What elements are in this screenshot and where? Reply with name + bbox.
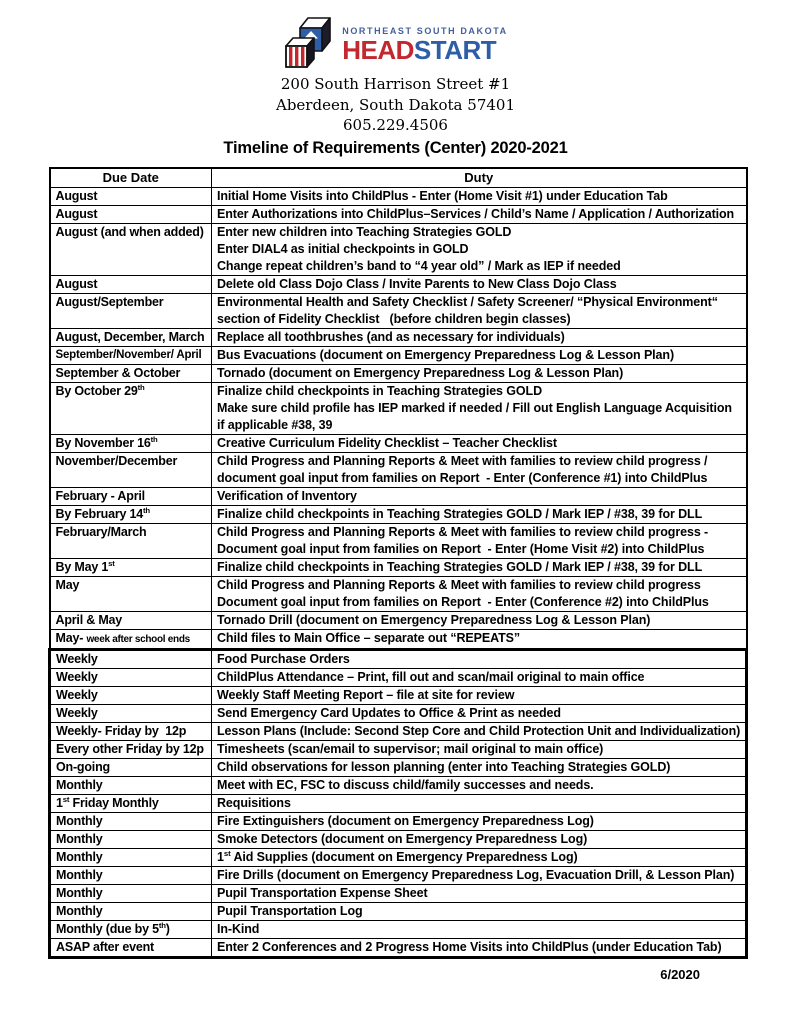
due-date-cell: By February 14th: [50, 505, 212, 523]
recurring-rows-section: [50, 649, 747, 957]
headstart-wordmark: [342, 34, 508, 65]
phone-number: 605.229.4506: [343, 116, 448, 134]
table-row: [50, 902, 747, 920]
table-row: [50, 740, 747, 758]
due-date-cell: Monthly: [50, 830, 212, 848]
due-date-cell: By November 16th: [50, 434, 212, 452]
due-date-cell: August: [50, 275, 212, 293]
table-row: [50, 668, 747, 686]
due-date-cell: Weekly: [50, 686, 212, 704]
due-date-cell: November/December: [50, 452, 212, 487]
duty-cell: Finalize child checkpoints in Teaching Strategies GOLD / Mark IEP / #38, 39 for DLL: [212, 558, 747, 576]
due-date-cell: August/September: [50, 293, 212, 328]
duty-cell: Enter Authorizations into ChildPlus–Services / Child’s Name / Application / Authorization: [212, 205, 747, 223]
due-date-cell: Monthly: [50, 812, 212, 830]
due-date-cell: September/November/ April: [50, 346, 212, 364]
duty-cell: Lesson Plans (Include: Second Step Core and Child Protection Unit and Individualization): [212, 722, 747, 740]
due-date-cell: ASAP after event: [50, 938, 212, 957]
table-row: [50, 187, 747, 205]
duty-cell: Tornado (document on Emergency Preparedness Log & Lesson Plan): [212, 364, 747, 382]
table-header-row: [50, 168, 747, 188]
due-date-cell: September & October: [50, 364, 212, 382]
table-row: [50, 382, 747, 434]
page-header: [0, 0, 791, 158]
logo-text: [342, 22, 508, 63]
due-date-cell: Monthly: [50, 848, 212, 866]
table-row: [50, 364, 747, 382]
duty-cell: Finalize child checkpoints in Teaching Strategies GOLD / Mark IEP / #38, 39 for DLL: [212, 505, 747, 523]
duty-cell: Meet with EC, FSC to discuss child/family successes and needs.: [212, 776, 747, 794]
blocks-icon: [283, 13, 335, 71]
duty-cell: Timesheets (scan/email to supervisor; mail original to main office): [212, 740, 747, 758]
duty-cell: Initial Home Visits into ChildPlus - Enter (Home Visit #1) under Education Tab: [212, 187, 747, 205]
due-date-cell: Weekly- Friday by 12p: [50, 722, 212, 740]
duty-cell: Verification of Inventory: [212, 487, 747, 505]
due-date-cell: Monthly: [50, 902, 212, 920]
duty-cell: Fire Drills (document on Emergency Preparedness Log, Evacuation Drill, & Lesson Plan): [212, 866, 747, 884]
due-date-cell: By May 1st: [50, 558, 212, 576]
duty-cell: Child observations for lesson planning (enter into Teaching Strategies GOLD): [212, 758, 747, 776]
schedule-rows-section: [50, 187, 747, 649]
duty-cell: Enter new children into Teaching Strategies GOLD Enter DIAL4 as initial checkpoints in GOLD Change repeat children’s band to “4 year old” / Mark as IEP if needed: [212, 223, 747, 275]
due-date-cell: August (and when added): [50, 223, 212, 275]
due-date-cell: February/March: [50, 523, 212, 558]
table-row: [50, 452, 747, 487]
table-row: [50, 920, 747, 938]
due-date-cell: Every other Friday by 12p: [50, 740, 212, 758]
table-row: [50, 293, 747, 328]
duty-cell: Pupil Transportation Log: [212, 902, 747, 920]
duty-cell: Food Purchase Orders: [212, 649, 747, 668]
page-title: Timeline of Requirements (Center) 2020-2021: [223, 138, 568, 157]
duty-cell: Bus Evacuations (document on Emergency Preparedness Log & Lesson Plan): [212, 346, 747, 364]
due-date-cell: May: [50, 576, 212, 611]
table-row: [50, 205, 747, 223]
duty-cell: Weekly Staff Meeting Report – file at site for review: [212, 686, 747, 704]
duty-cell: ChildPlus Attendance – Print, fill out and scan/mail original to main office: [212, 668, 747, 686]
due-date-cell: Monthly: [50, 866, 212, 884]
table-row: [50, 523, 747, 558]
due-date-cell: Weekly: [50, 704, 212, 722]
revision-date: 6/2020: [660, 967, 700, 982]
table-header-duty: Duty: [212, 168, 747, 188]
table-row: [50, 812, 747, 830]
table-row: [50, 794, 747, 812]
due-date-cell: April & May: [50, 611, 212, 629]
duty-cell: Tornado Drill (document on Emergency Preparedness Log & Lesson Plan): [212, 611, 747, 629]
table-row: [50, 649, 747, 668]
table-row: [50, 487, 747, 505]
duty-cell: Delete old Class Dojo Class / Invite Parents to New Class Dojo Class: [212, 275, 747, 293]
table-row: [50, 722, 747, 740]
duty-cell: Finalize child checkpoints in Teaching Strategies GOLD Make sure child profile has IEP marked if needed / Fill out English Language Acquisition if applicable #38, 39: [212, 382, 747, 434]
address-block: [0, 74, 791, 136]
table-row: [50, 704, 747, 722]
due-date-cell: 1st Friday Monthly: [50, 794, 212, 812]
wordmark-start: START: [413, 34, 497, 65]
duty-cell: Environmental Health and Safety Checklist / Safety Screener/ “Physical Environment“ section of Fidelity Checklist (before children begin classes): [212, 293, 747, 328]
address-line-2: Aberdeen, South Dakota 57401: [275, 95, 515, 114]
table-row: [50, 505, 747, 523]
due-date-cell: August, December, March: [50, 328, 212, 346]
requirements-table: [48, 167, 748, 959]
duty-cell: Fire Extinguishers (document on Emergency Preparedness Log): [212, 812, 747, 830]
due-date-cell: On-going: [50, 758, 212, 776]
duty-cell: Requisitions: [212, 794, 747, 812]
table-row: [50, 686, 747, 704]
table-row: [50, 938, 747, 957]
table-header-due-date: Due Date: [50, 168, 212, 188]
table-row: [50, 758, 747, 776]
table-row: [50, 884, 747, 902]
headstart-logo: [0, 13, 791, 71]
table-row: [50, 558, 747, 576]
due-date-cell: Monthly (due by 5th): [50, 920, 212, 938]
table-row: [50, 576, 747, 611]
duty-cell: Child files to Main Office – separate out “REPEATS”: [212, 629, 747, 649]
wordmark-head: HEAD: [342, 34, 414, 65]
duty-cell: Creative Curriculum Fidelity Checklist – Teacher Checklist: [212, 434, 747, 452]
duty-cell: Pupil Transportation Expense Sheet: [212, 884, 747, 902]
duty-cell: Smoke Detectors (document on Emergency Preparedness Log): [212, 830, 747, 848]
table-row: [50, 223, 747, 275]
table-row: [50, 611, 747, 629]
duty-cell: Child Progress and Planning Reports & Meet with families to review child progress Document goal input from families on Report - Enter (Conference #2) into ChildPlus: [212, 576, 747, 611]
org-name: NORTHEAST SOUTH DAKOTA: [342, 25, 508, 36]
duty-cell: In-Kind: [212, 920, 747, 938]
due-date-cell: Weekly: [50, 649, 212, 668]
due-date-cell: By October 29th: [50, 382, 212, 434]
duty-cell: Replace all toothbrushes (and as necessary for individuals): [212, 328, 747, 346]
table-row: [50, 275, 747, 293]
due-date-cell: Weekly: [50, 668, 212, 686]
table-row: [50, 434, 747, 452]
table-row: [50, 866, 747, 884]
table-row: [50, 848, 747, 866]
table-row: [50, 346, 747, 364]
duty-cell: Child Progress and Planning Reports & Meet with families to review child progress - Document goal input from families on Report - Enter (Home Visit #2) into ChildPlus: [212, 523, 747, 558]
table-row: [50, 629, 747, 649]
due-date-cell: February - April: [50, 487, 212, 505]
due-date-cell: August: [50, 187, 212, 205]
table-row: [50, 776, 747, 794]
duty-cell: Enter 2 Conferences and 2 Progress Home Visits into ChildPlus (under Education Tab): [212, 938, 747, 957]
duty-cell: Child Progress and Planning Reports & Meet with families to review child progress / document goal input from families on Report - Enter (Conference #1) into ChildPlus: [212, 452, 747, 487]
table-row: [50, 830, 747, 848]
due-date-cell: Monthly: [50, 776, 212, 794]
duty-cell: Send Emergency Card Updates to Office & Print as needed: [212, 704, 747, 722]
due-date-cell: August: [50, 205, 212, 223]
due-date-cell: Monthly: [50, 884, 212, 902]
due-date-cell: May- week after school ends: [50, 629, 212, 649]
table-row: [50, 328, 747, 346]
duty-cell: 1st Aid Supplies (document on Emergency Preparedness Log): [212, 848, 747, 866]
address-line-1: 200 South Harrison Street #1: [280, 75, 511, 93]
